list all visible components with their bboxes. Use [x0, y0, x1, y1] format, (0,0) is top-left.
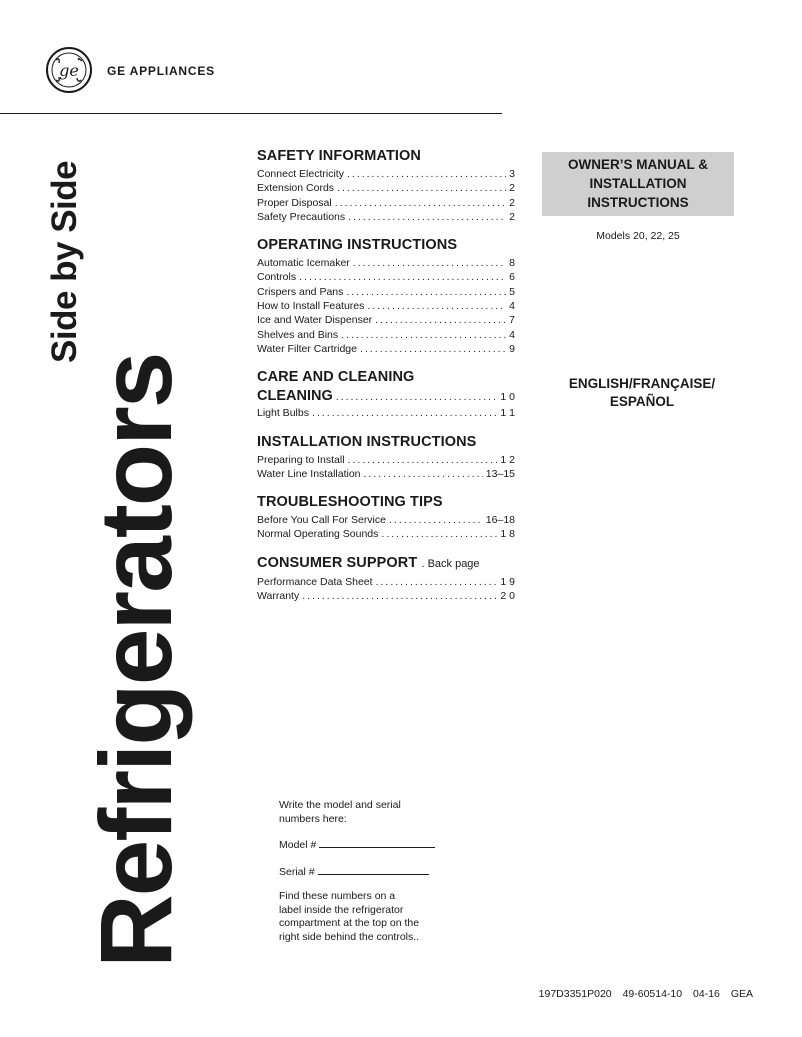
manual-title-line: OWNER’S MANUAL &: [568, 157, 708, 172]
part-number: 197D3351P020: [538, 988, 612, 1000]
toc-entry-page: 5: [509, 285, 515, 298]
leader-dots: [353, 256, 506, 270]
toc-entry-label: Water Filter Cartridge: [257, 342, 357, 355]
toc-entry-page: 4: [509, 300, 515, 313]
leader-dots: [389, 513, 483, 527]
toc-entry[interactable]: [257, 513, 515, 527]
leader-dots: [360, 342, 506, 356]
toc-entry-label: How to Install Features: [257, 300, 365, 313]
toc-section-troubleshooting: [257, 494, 515, 542]
toc-entry[interactable]: [257, 256, 515, 270]
manual-title-line: INSTALLATION: [589, 176, 687, 191]
toc-section-installation: [257, 434, 515, 482]
toc-entry-label: Connect Electricity: [257, 168, 344, 180]
toc-entry[interactable]: [257, 285, 515, 299]
leader-dots: [337, 181, 506, 195]
leader-dots: [376, 575, 498, 589]
toc-heading: OPERATING INSTRUCTIONS: [257, 237, 458, 254]
toc-entry[interactable]: [257, 299, 515, 313]
languages-line: ESPAÑOL: [609, 394, 675, 409]
leader-dots: [367, 299, 506, 313]
languages-line: ENGLISH/FRANÇAISE/: [568, 376, 716, 391]
toc-entry-page: 2: [509, 196, 515, 209]
toc-entry-page: 1 9: [500, 575, 515, 588]
brand-name: GE APPLIANCES: [107, 64, 215, 78]
toc-entry-page: 1 2: [500, 453, 515, 466]
toc-section-safety: [257, 148, 515, 224]
toc-entry[interactable]: [257, 453, 515, 467]
toc-heading: [257, 555, 515, 573]
toc-entry[interactable]: [257, 328, 515, 342]
document-codes: [539, 988, 753, 1000]
toc-entry[interactable]: [257, 575, 515, 589]
toc-entry-page: 2: [509, 182, 515, 195]
toc-entry-page: 3: [509, 168, 515, 180]
toc-entry[interactable]: [257, 181, 515, 195]
toc-entry-label: Ice and Water Dispenser: [257, 314, 373, 327]
serial-number-label: Serial #: [279, 865, 315, 878]
toc-entry-page: 1 0: [500, 391, 515, 404]
ge-monogram-icon: [46, 47, 92, 93]
svg-text:ge: ge: [59, 61, 79, 80]
toc-entry-label: Shelves and Bins: [257, 328, 339, 341]
note-text: compartment at the top on the: [279, 917, 420, 929]
leader-dots: [375, 313, 506, 327]
toc-entry-page: 2: [509, 210, 515, 223]
toc-entry[interactable]: [257, 388, 515, 406]
leader-dots: [348, 210, 506, 224]
model-serial-note: [279, 799, 479, 944]
toc-section-care: [257, 369, 515, 420]
leader-dots: [341, 328, 506, 342]
leader-dots: [348, 453, 498, 467]
model-number-line[interactable]: [319, 837, 435, 848]
manual-title-line: INSTRUCTIONS: [587, 195, 689, 210]
toc-entry[interactable]: [257, 196, 515, 210]
leader-dots: [336, 389, 498, 406]
publication-number: 49-60514-10: [622, 988, 683, 1000]
toc-entry[interactable]: [257, 167, 515, 181]
note-text: Find these numbers on a: [279, 890, 396, 902]
toc-entry[interactable]: [257, 210, 515, 224]
manual-title-box: [542, 152, 734, 216]
note-text: numbers here:: [279, 812, 347, 825]
toc-entry-label: Light Bulbs: [257, 407, 309, 420]
toc-entry-label: Preparing to Install: [257, 453, 345, 466]
toc-entry-label: Extension Cords: [257, 182, 335, 195]
toc-entry[interactable]: [257, 527, 515, 541]
leader-dots: [347, 167, 506, 181]
toc-entry-page: 13–15: [485, 467, 515, 480]
serial-number-field[interactable]: [279, 864, 479, 880]
toc-entry-label: Normal Operating Sounds: [257, 528, 379, 541]
toc-entry-label: Water Line Installation: [257, 467, 361, 480]
toc-entry-label: Proper Disposal: [257, 196, 332, 209]
toc-entry[interactable]: [257, 313, 515, 327]
serial-number-line[interactable]: [318, 864, 429, 875]
toc-heading: CARE AND CLEANING: [257, 369, 415, 386]
toc-entry-page: 16–18: [485, 514, 515, 527]
toc-entry-label: Automatic Icemaker: [257, 257, 350, 270]
toc-entry-page: 1 8: [500, 528, 515, 541]
toc-entry[interactable]: [257, 467, 515, 481]
leader-dots: [299, 270, 506, 284]
leader-dots: [364, 467, 483, 481]
toc-entry-label: Warranty: [257, 590, 300, 603]
main-title: Refrigerators: [79, 353, 193, 968]
toc-entry-page: 8: [509, 257, 515, 270]
leader-dots: [381, 527, 497, 541]
languages: [542, 375, 742, 411]
leader-dots: [312, 406, 497, 420]
toc-heading: TROUBLESHOOTING TIPS: [257, 494, 443, 511]
toc-heading-continued: CLEANING: [257, 388, 333, 405]
leader-dots: [346, 285, 506, 299]
sub-title: Side by Side: [45, 160, 84, 363]
model-number-field[interactable]: [279, 837, 479, 853]
toc-entry[interactable]: [257, 589, 515, 603]
note-text: right side behind the controls..: [279, 930, 420, 943]
toc-entry-page: 6: [509, 271, 515, 284]
toc-entry-label: Controls: [257, 271, 297, 284]
toc-entry-label: Safety Precautions: [257, 210, 346, 223]
toc-heading: INSTALLATION INSTRUCTIONS: [257, 433, 477, 450]
toc-heading-label: CONSUMER SUPPORT: [257, 554, 418, 571]
toc-heading-note: . Back page: [421, 557, 480, 570]
toc-entry[interactable]: [257, 270, 515, 284]
toc-entry-label: Before You Call For Service: [257, 514, 386, 527]
toc-section-consumer: [257, 555, 515, 604]
leader-dots: [335, 196, 506, 210]
model-number-label: Model #: [279, 839, 317, 851]
note-text: label inside the refrigerator: [279, 903, 404, 916]
toc-section-operating: [257, 237, 515, 356]
toc-entry-page: 4: [509, 328, 515, 341]
header-divider: [0, 113, 502, 114]
toc-entry-page: 9: [509, 342, 515, 355]
toc-entry-label: Performance Data Sheet: [257, 575, 373, 588]
toc-entry[interactable]: [257, 406, 515, 420]
toc-entry-page: 2 0: [500, 590, 515, 603]
toc-entry-label: Crispers and Pans: [257, 285, 344, 298]
toc-entry-page: 7: [509, 314, 515, 327]
table-of-contents: [257, 148, 515, 616]
models-label: Models 20, 22, 25: [596, 230, 680, 242]
toc-entry[interactable]: [257, 342, 515, 356]
note-text: Write the model and serial: [279, 799, 401, 811]
toc-heading: SAFETY INFORMATION: [257, 148, 421, 164]
publication-date: 04-16 GEA: [693, 988, 753, 1000]
toc-entry-page: 1 1: [500, 407, 515, 420]
leader-dots: [302, 589, 497, 603]
